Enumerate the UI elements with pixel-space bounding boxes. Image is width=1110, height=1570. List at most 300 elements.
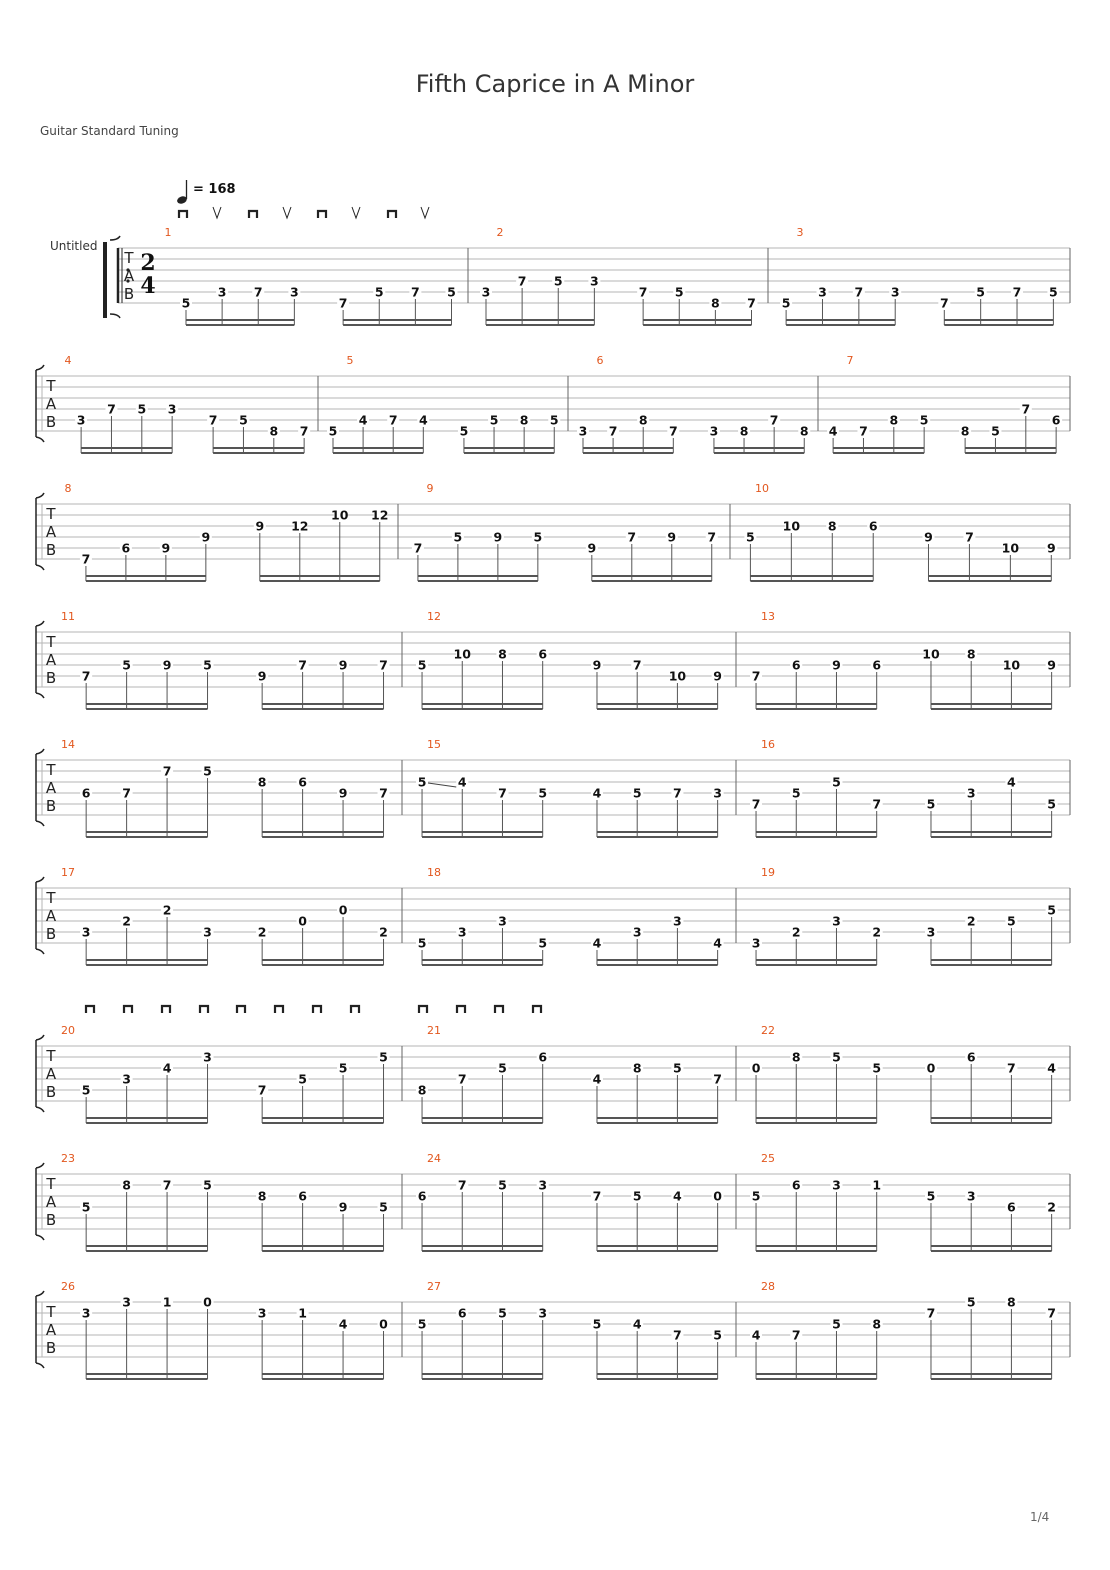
fret-number: 4 xyxy=(828,423,838,439)
measure-number: 16 xyxy=(761,738,775,751)
fret-number: 5 xyxy=(459,423,469,439)
fret-number: 0 xyxy=(203,1294,212,1310)
tab-clef-letter: B xyxy=(45,797,57,815)
tab-clef-letter: B xyxy=(45,1339,57,1357)
fret-number: 5 xyxy=(1049,284,1058,300)
fret-number: 8 xyxy=(417,1082,427,1098)
fret-number: 2 xyxy=(872,924,882,940)
fret-number: 7 xyxy=(769,412,779,428)
downstroke-icon xyxy=(249,211,257,218)
fret-number: 6 xyxy=(298,1188,307,1204)
fret-number: 8 xyxy=(799,423,809,439)
fret-number: 6 xyxy=(538,1049,548,1065)
fret-number: 4 xyxy=(751,1327,761,1343)
measure-number: 19 xyxy=(761,866,775,879)
fret-number: 5 xyxy=(239,412,248,428)
fret-number: 3 xyxy=(673,913,682,929)
fret-number: 7 xyxy=(713,1071,722,1087)
fret-number: 7 xyxy=(81,551,91,567)
fret-number: 6 xyxy=(298,774,307,790)
fret-number: 5 xyxy=(538,785,548,801)
measure-number: 14 xyxy=(61,738,75,751)
fret-number: 9 xyxy=(162,657,172,673)
fret-number: 5 xyxy=(417,935,427,951)
fret-number: 8 xyxy=(122,1177,131,1193)
fret-number: 0 xyxy=(379,1316,388,1332)
fret-number: 0 xyxy=(338,902,348,918)
fret-number: 4 xyxy=(592,935,602,951)
fret-number: 5 xyxy=(203,1177,212,1193)
fret-number: 5 xyxy=(328,423,338,439)
fret-number: 5 xyxy=(498,1177,507,1193)
fret-number: 10 xyxy=(922,646,940,662)
fret-number: 5 xyxy=(592,1316,602,1332)
fret-number: 5 xyxy=(533,529,543,545)
fret-number: 8 xyxy=(269,423,279,439)
measure-number: 10 xyxy=(755,482,769,495)
fret-number: 7 xyxy=(81,668,91,684)
fret-number: 5 xyxy=(674,284,684,300)
fret-number: 5 xyxy=(81,1199,91,1215)
tab-clef-letter: A xyxy=(45,907,57,925)
fret-number: 3 xyxy=(203,924,212,940)
fret-number: 6 xyxy=(81,785,91,801)
fret-number: 5 xyxy=(417,657,427,673)
measure-number: 27 xyxy=(427,1280,441,1293)
fret-number: 3 xyxy=(538,1305,548,1321)
fret-number: 8 xyxy=(711,295,720,311)
fret-number: 4 xyxy=(338,1316,348,1332)
fret-number: 7 xyxy=(1012,284,1022,300)
fret-number: 9 xyxy=(257,668,267,684)
fret-number: 4 xyxy=(418,412,428,428)
fret-number: 9 xyxy=(1047,657,1056,673)
fret-number: 5 xyxy=(919,412,929,428)
fret-number: 8 xyxy=(889,412,899,428)
tab-clef-letter: B xyxy=(45,925,57,943)
downstroke-icon xyxy=(388,211,396,218)
measure-number: 3 xyxy=(796,226,804,239)
fret-number: 3 xyxy=(632,924,642,940)
fret-number: 5 xyxy=(203,763,212,779)
fret-number: 10 xyxy=(453,646,471,662)
fret-number: 5 xyxy=(966,1294,976,1310)
fret-number: 3 xyxy=(122,1294,131,1310)
fret-number: 9 xyxy=(338,1199,348,1215)
fret-number: 6 xyxy=(1051,412,1061,428)
measure-number: 21 xyxy=(427,1024,441,1037)
fret-number: 5 xyxy=(872,1060,882,1076)
fret-number: 5 xyxy=(791,785,801,801)
tab-clef-letter: B xyxy=(45,413,57,431)
fret-number: 7 xyxy=(411,284,420,300)
fret-number: 3 xyxy=(966,785,976,801)
fret-number: 5 xyxy=(137,401,147,417)
fret-number: 5 xyxy=(926,1188,936,1204)
fret-number: 2 xyxy=(1047,1199,1056,1215)
fret-number: 7 xyxy=(854,284,864,300)
fret-number: 3 xyxy=(926,924,936,940)
fret-number: 7 xyxy=(379,657,388,673)
downstroke-icon xyxy=(86,1006,94,1013)
fret-number: 6 xyxy=(868,518,878,534)
fret-number: 9 xyxy=(587,540,597,556)
tab-clef-letter: A xyxy=(45,1065,57,1083)
fret-number: 7 xyxy=(939,295,949,311)
fret-number: 9 xyxy=(255,518,265,534)
fret-number: 7 xyxy=(162,763,172,779)
measure-number: 26 xyxy=(61,1280,75,1293)
tuning-label: Guitar Standard Tuning xyxy=(40,124,179,138)
tab-clef-letter: T xyxy=(46,505,56,523)
fret-number: 9 xyxy=(161,540,171,556)
fret-number: 7 xyxy=(338,295,348,311)
slide-line xyxy=(428,783,456,787)
tab-clef-letter: B xyxy=(45,541,57,559)
fret-number: 9 xyxy=(713,668,722,684)
fret-number: 7 xyxy=(388,412,398,428)
fret-number: 7 xyxy=(253,284,263,300)
measure-number: 28 xyxy=(761,1280,775,1293)
measure-number: 8 xyxy=(64,482,72,495)
measure-number: 23 xyxy=(61,1152,75,1165)
fret-number: 3 xyxy=(498,913,507,929)
fret-number: 5 xyxy=(713,1327,722,1343)
fret-number: 7 xyxy=(965,529,974,545)
fret-number: 9 xyxy=(667,529,677,545)
fret-number: 7 xyxy=(379,785,388,801)
upstroke-icon xyxy=(352,207,360,218)
tab-clef-letter: A xyxy=(45,1193,57,1211)
fret-number: 5 xyxy=(673,1060,682,1076)
fret-number: 0 xyxy=(298,913,307,929)
fret-number: 5 xyxy=(374,284,384,300)
tab-clef-letter: T xyxy=(46,889,56,907)
fret-number: 6 xyxy=(791,657,801,673)
fret-number: 7 xyxy=(457,1071,467,1087)
fret-number: 5 xyxy=(181,295,191,311)
downstroke-icon xyxy=(533,1006,541,1013)
fret-number: 3 xyxy=(832,1177,841,1193)
fret-number: 2 xyxy=(162,902,172,918)
fret-number: 8 xyxy=(498,646,507,662)
measure-number: 1 xyxy=(164,226,172,239)
fret-number: 7 xyxy=(592,1188,602,1204)
tab-clef-letter: B xyxy=(45,1083,57,1101)
fret-number: 2 xyxy=(379,924,388,940)
fret-number: 8 xyxy=(257,774,267,790)
fret-number: 9 xyxy=(592,657,602,673)
fret-number: 7 xyxy=(498,785,507,801)
bracket-hook xyxy=(36,877,44,954)
fret-number: 7 xyxy=(707,529,717,545)
fret-number: 5 xyxy=(746,529,755,545)
fret-number: 3 xyxy=(966,1188,976,1204)
measure-number: 9 xyxy=(426,482,434,495)
fret-number: 3 xyxy=(81,1305,91,1321)
fret-number: 9 xyxy=(338,657,348,673)
measure-number: 24 xyxy=(427,1152,441,1165)
fret-number: 12 xyxy=(371,507,389,523)
fret-number: 5 xyxy=(417,774,427,790)
fret-number: 7 xyxy=(747,295,756,311)
fret-number: 3 xyxy=(709,423,719,439)
measure-number: 11 xyxy=(61,610,75,623)
fret-number: 3 xyxy=(890,284,900,300)
downstroke-icon xyxy=(457,1006,465,1013)
bracket-hook xyxy=(36,1035,44,1112)
fret-number: 8 xyxy=(872,1316,882,1332)
fret-number: 10 xyxy=(1002,657,1021,673)
measure-number: 5 xyxy=(346,354,354,367)
fret-number: 7 xyxy=(1021,401,1031,417)
fret-number: 8 xyxy=(1007,1294,1016,1310)
fret-number: 7 xyxy=(673,785,682,801)
fret-number: 3 xyxy=(122,1071,131,1087)
fret-number: 5 xyxy=(379,1199,388,1215)
fret-number: 3 xyxy=(203,1049,212,1065)
fret-number: 6 xyxy=(791,1177,801,1193)
measure-number: 17 xyxy=(61,866,75,879)
downstroke-icon xyxy=(313,1006,321,1013)
fret-number: 6 xyxy=(121,540,131,556)
fret-number: 3 xyxy=(457,924,467,940)
fret-number: 5 xyxy=(498,1305,507,1321)
fret-number: 4 xyxy=(592,1071,602,1087)
upstroke-icon xyxy=(421,207,429,218)
fret-number: 7 xyxy=(791,1327,801,1343)
fret-number: 8 xyxy=(519,412,529,428)
fret-number: 9 xyxy=(1046,540,1056,556)
fret-number: 5 xyxy=(379,1049,388,1065)
tab-clef-letter: T xyxy=(46,761,56,779)
fret-number: 7 xyxy=(517,273,527,289)
fret-number: 7 xyxy=(632,657,642,673)
fret-number: 1 xyxy=(162,1294,172,1310)
tab-clef-letter: A xyxy=(123,267,135,285)
fret-number: 7 xyxy=(208,412,218,428)
downstroke-icon xyxy=(318,211,326,218)
downstroke-icon xyxy=(351,1006,359,1013)
system-bracket xyxy=(103,242,107,318)
fret-number: 7 xyxy=(751,668,761,684)
measure-number: 6 xyxy=(596,354,604,367)
fret-number: 4 xyxy=(592,785,602,801)
fret-number: 7 xyxy=(1047,1305,1056,1321)
time-signature-top: 2 xyxy=(140,250,156,276)
fret-number: 5 xyxy=(832,1316,841,1332)
fret-number: 5 xyxy=(926,796,936,812)
fret-number: 7 xyxy=(298,657,307,673)
tab-clef-letter: T xyxy=(46,1175,56,1193)
fret-number: 5 xyxy=(298,1071,307,1087)
fret-number: 3 xyxy=(217,284,227,300)
fret-number: 5 xyxy=(832,1049,841,1065)
fret-number: 7 xyxy=(872,796,882,812)
fret-number: 5 xyxy=(538,935,548,951)
fret-number: 4 xyxy=(1047,1060,1056,1076)
fret-number: 3 xyxy=(538,1177,548,1193)
fret-number: 4 xyxy=(457,774,467,790)
fret-number: 7 xyxy=(673,1327,682,1343)
fret-number: 2 xyxy=(257,924,267,940)
fret-number: 7 xyxy=(751,796,761,812)
downstroke-icon xyxy=(419,1006,427,1013)
fret-number: 6 xyxy=(457,1305,467,1321)
fret-number: 7 xyxy=(162,1177,172,1193)
fret-number: 3 xyxy=(257,1305,267,1321)
bracket-hook xyxy=(36,621,44,698)
measure-number: 4 xyxy=(64,354,72,367)
fret-number: 2 xyxy=(122,913,131,929)
measure-number: 22 xyxy=(761,1024,775,1037)
fret-number: 6 xyxy=(966,1049,976,1065)
tab-clef-letter: A xyxy=(45,395,57,413)
fret-number: 5 xyxy=(203,657,212,673)
tab-clef-letter: A xyxy=(45,779,57,797)
tab-clef-letter: A xyxy=(45,651,57,669)
fret-number: 9 xyxy=(832,657,841,673)
downstroke-icon xyxy=(179,211,187,218)
fret-number: 7 xyxy=(638,284,648,300)
fret-number: 4 xyxy=(632,1316,642,1332)
score-title: Fifth Caprice in A Minor xyxy=(415,70,695,98)
fret-number: 3 xyxy=(76,412,86,428)
fret-number: 7 xyxy=(457,1177,467,1193)
instrument-name: Untitled xyxy=(50,239,98,253)
fret-number: 4 xyxy=(162,1060,172,1076)
fret-number: 4 xyxy=(358,412,368,428)
measure-number: 12 xyxy=(427,610,441,623)
fret-number: 2 xyxy=(791,924,801,940)
bracket-hook xyxy=(36,365,44,442)
fret-number: 7 xyxy=(413,540,423,556)
tab-clef-letter: A xyxy=(45,1321,57,1339)
fret-number: 8 xyxy=(966,646,976,662)
fret-number: 3 xyxy=(713,785,722,801)
downstroke-icon xyxy=(124,1006,132,1013)
fret-number: 12 xyxy=(291,518,309,534)
fret-number: 8 xyxy=(739,423,749,439)
time-signature-bottom: 4 xyxy=(140,273,156,299)
fret-number: 9 xyxy=(201,529,211,545)
fret-number: 4 xyxy=(1007,774,1016,790)
measure-number: 2 xyxy=(496,226,504,239)
downstroke-icon xyxy=(495,1006,503,1013)
fret-number: 8 xyxy=(960,423,970,439)
fret-number: 5 xyxy=(549,412,559,428)
measure-number: 13 xyxy=(761,610,775,623)
fret-number: 5 xyxy=(122,657,131,673)
fret-number: 9 xyxy=(924,529,933,545)
fret-number: 10 xyxy=(782,518,801,534)
fret-number: 3 xyxy=(590,273,599,289)
fret-number: 5 xyxy=(489,412,499,428)
fret-number: 7 xyxy=(859,423,868,439)
fret-number: 5 xyxy=(781,295,791,311)
fret-number: 7 xyxy=(668,423,678,439)
fret-number: 4 xyxy=(713,935,722,951)
tab-clef-letter: B xyxy=(123,285,135,303)
fret-number: 5 xyxy=(632,1188,642,1204)
fret-number: 5 xyxy=(338,1060,348,1076)
downstroke-icon xyxy=(275,1006,283,1013)
bracket-hook xyxy=(36,1163,44,1240)
tab-clef-letter: A xyxy=(45,523,57,541)
fret-number: 6 xyxy=(538,646,548,662)
fret-number: 3 xyxy=(818,284,827,300)
measure-number: 18 xyxy=(427,866,441,879)
fret-number: 7 xyxy=(608,423,618,439)
fret-number: 6 xyxy=(1007,1199,1016,1215)
measure-number: 15 xyxy=(427,738,441,751)
fret-number: 5 xyxy=(417,1316,427,1332)
fret-number: 8 xyxy=(791,1049,801,1065)
fret-number: 7 xyxy=(107,401,116,417)
fret-number: 5 xyxy=(453,529,463,545)
fret-number: 3 xyxy=(167,401,177,417)
bracket-hook xyxy=(36,749,44,826)
fret-number: 6 xyxy=(417,1188,427,1204)
fret-number: 3 xyxy=(481,284,491,300)
fret-number: 8 xyxy=(632,1060,642,1076)
fret-number: 3 xyxy=(578,423,588,439)
fret-number: 6 xyxy=(872,657,882,673)
measure-number: 7 xyxy=(846,354,854,367)
upstroke-icon xyxy=(283,207,291,218)
fret-number: 3 xyxy=(751,935,761,951)
tab-clef-letter: T xyxy=(124,249,134,267)
downstroke-icon xyxy=(237,1006,245,1013)
fret-number: 5 xyxy=(976,284,986,300)
fret-number: 10 xyxy=(331,507,349,523)
fret-number: 0 xyxy=(926,1060,936,1076)
fret-number: 7 xyxy=(299,423,309,439)
fret-number: 5 xyxy=(498,1060,507,1076)
fret-number: 9 xyxy=(493,529,503,545)
fret-number: 0 xyxy=(713,1188,722,1204)
page-number: 1/4 xyxy=(1030,1510,1050,1524)
fret-number: 5 xyxy=(1047,902,1056,918)
fret-number: 5 xyxy=(1007,913,1016,929)
fret-number: 5 xyxy=(991,423,1000,439)
fret-number: 7 xyxy=(627,529,637,545)
fret-number: 1 xyxy=(298,1305,307,1321)
fret-number: 3 xyxy=(290,284,299,300)
fret-number: 3 xyxy=(81,924,91,940)
tab-clef-letter: B xyxy=(45,1211,57,1229)
fret-number: 5 xyxy=(832,774,841,790)
fret-number: 5 xyxy=(632,785,642,801)
fret-number: 5 xyxy=(447,284,456,300)
fret-number: 3 xyxy=(832,913,841,929)
measure-number: 25 xyxy=(761,1152,775,1165)
fret-number: 8 xyxy=(827,518,837,534)
tab-clef-letter: T xyxy=(46,1303,56,1321)
fret-number: 5 xyxy=(751,1188,761,1204)
bracket-hook xyxy=(36,1291,44,1368)
tab-clef-letter: T xyxy=(46,1047,56,1065)
tab-clef-letter: T xyxy=(46,377,56,395)
fret-number: 5 xyxy=(81,1082,91,1098)
tab-clef-letter: T xyxy=(46,633,56,651)
fret-number: 1 xyxy=(872,1177,882,1193)
downstroke-icon xyxy=(162,1006,170,1013)
fret-number: 10 xyxy=(668,668,687,684)
fret-number: 0 xyxy=(751,1060,761,1076)
fret-number: 8 xyxy=(257,1188,267,1204)
fret-number: 7 xyxy=(1007,1060,1016,1076)
